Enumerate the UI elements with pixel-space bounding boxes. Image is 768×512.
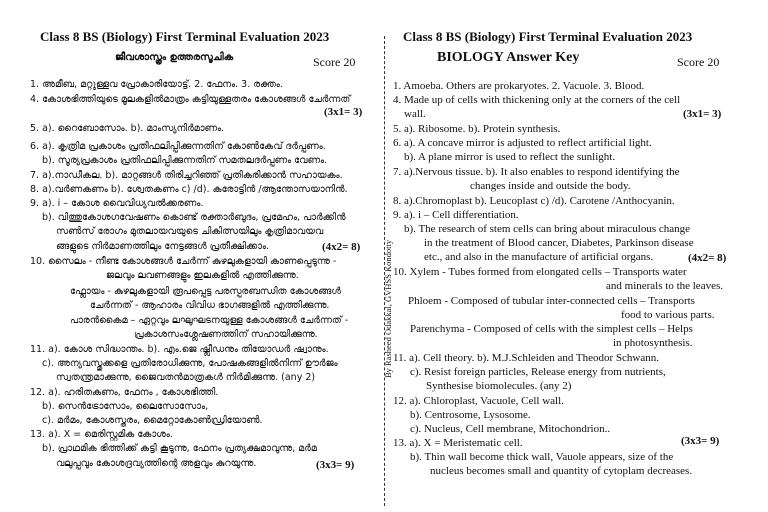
right-subtitle: BIOLOGY Answer Key	[437, 50, 580, 65]
left-answer-9b-1: b). വിത്തുകോശഗവേഷണം കൊണ്ട് രക്താർബുദം, പ്രമേഹം, പാർക്കിൻ	[42, 212, 346, 223]
left-mark-q1-4: (3x1= 3)	[324, 106, 363, 118]
left-answer-11c-1: c). അന്യവസ്തുക്കളെ പ്രതിരോധിക്കുന്നു, പോഷകങ്ങളിൽനിന്ന് ഊർജം	[42, 358, 338, 369]
left-answer-13b-1: b). പ്രാഥമിക ഭിത്തിക്ക് കട്ടി കൂടുന്നു, ഫേനം പ്രത്യക്ഷമാവുന്നു, മർമ	[42, 443, 317, 454]
right-answer-11c-2: Synthesise biomolecules. (any 2)	[426, 380, 572, 392]
left-title: Class 8 BS (Biology) First Terminal Evaluation 2023	[40, 29, 330, 44]
right-answer-13b-1: b). Thin wall become thick wall, Vauole appears, size of the	[410, 451, 674, 463]
right-answer-10-phloem-1: Phloem - Composed of tubular inter-connected cells – Transports	[408, 295, 695, 307]
right-answer-8: 8. a).Chromoplast b). Leucoplast c) /d). Carotene /Anthocyanin.	[393, 195, 675, 207]
right-answer-1-3: 1. Amoeba. Others are prokaryotes. 2. Vacuole. 3. Blood.	[393, 80, 645, 92]
left-answer-10-phloem-2: ചേർന്നത് - ആഹാരം വിവിധ ഭാഗങ്ങളിൽ എത്തിക്കുന്നു.	[90, 300, 330, 311]
right-answer-10-phloem-2: food to various parts.	[621, 309, 715, 321]
right-mark-q1-4: (3x1= 3)	[683, 108, 722, 120]
left-answer-10-xylem-1: 10. സൈലം - നീണ്ട കോശങ്ങൾ ചേർന്ന് കുഴലുകളായി കാണപ്പെടുന്നു -	[30, 256, 337, 267]
left-answer-9a: 9. a). i – കോശ വൈവിധ്യവൽക്കരണം.	[30, 198, 204, 209]
left-answer-4: 4. കോശഭിത്തിയുടെ മൂലകളിൽമാത്രം കട്ടിയുള്ളതരം കോശങ്ങൾ ചേർന്നത്	[30, 94, 351, 105]
left-answer-7: 7. a).നാഡീകല. b). മാറ്റങ്ങൾ തിരിച്ചറിഞ്ഞ് പ്രതികരിക്കാൻ സഹായകം.	[30, 170, 343, 181]
right-score: Score 20	[677, 55, 720, 69]
left-answer-9b-2: സൺസ് രോഗം മുതലായവയുടെ ചികിത്സയിലും കൃത്രിമാവയവ	[56, 226, 324, 237]
left-answer-6b: b). സൂര്യപ്രകാശം പ്രതിഫലിപ്പിക്കുന്നതിന് സമതലദർപ്പണം വേണം.	[42, 155, 328, 166]
left-answer-10-xylem-2: ജലവും ലവണങ്ങളും ഇലകളിൽ എത്തിക്കുന്നു.	[106, 270, 299, 281]
right-answer-12a: 12. a). Chloroplast, Vacuole, Cell wall.	[393, 395, 564, 407]
right-answer-5: 5. a). Ribosome. b). Protein synthesis.	[393, 123, 561, 135]
left-answer-8: 8. a).വർണകണം b). ശ്വേതകണം c) /d). കരോട്ടിൻ /ആന്തോസയാനിൻ.	[30, 184, 348, 195]
left-answer-12a: 12. a). ഹരിതകണം, ഫേനം , കോശഭിത്തി.	[30, 387, 219, 398]
right-answer-11c-1: c). Resist foreign particles, Release energy from nutrients,	[410, 366, 666, 378]
left-answer-11c-2: സ്വതന്ത്രമാക്കുന്നു, ജൈവതൻമാത്രകൾ നിർമിക്കുന്നു. (any 2)	[56, 372, 316, 383]
right-answer-9b-3: etc., and also in the manufacture of artificial organs.	[424, 251, 654, 263]
right-answer-4: 4. Made up of cells with thickening only at the corners of the cell	[393, 94, 681, 106]
left-answer-10-phloem-1: ഫ്ലോയം - കുഴലുകളായി രൂപപ്പെട്ട പരസ്പരബന്ധിത കോശങ്ങൾ	[70, 286, 341, 297]
left-subtitle: ജീവശാസ്ത്രം ഉത്തരസൂചിക	[115, 52, 234, 63]
right-answer-10-xylem-2: and minerals to the leaves.	[606, 280, 723, 292]
left-answer-9b-3: ങ്ങളുടെ നിർമാണത്തിലും നേട്ടങ്ങൾ പ്രതീക്ഷിക്കാം.	[56, 241, 270, 252]
left-answer-12c: c). മർമം, കോശസ്തരം, മൈറ്റോകോൺഡ്രിയോൺ.	[42, 415, 263, 426]
left-answer-1-3: 1. അമീബ, മറ്റുള്ളവ പ്രോകാരിയോട്ട്. 2. ഫേനം. 3. രക്തം.	[30, 79, 283, 90]
left-mark-q10-13: (3x3= 9)	[316, 459, 355, 471]
right-mark-q10-13: (3x3= 9)	[681, 435, 720, 447]
right-title: Class 8 BS (Biology) First Terminal Evaluation 2023	[403, 29, 693, 44]
right-answer-12c: c). Nucleus, Cell membrane, Mitochondrion..	[410, 423, 611, 435]
right-answer-7: 7. a).Nervous tissue. b). It also enables to respond identifying the	[393, 166, 680, 178]
left-mark-q5-9: (4x2= 8)	[322, 241, 361, 253]
right-answer-4-cont: wall.	[404, 108, 426, 120]
right-mark-q5-9: (4x2= 8)	[688, 252, 727, 264]
left-answer-5: 5. a). റൈബോസോം. b). മാംസ്യനിർമാണം.	[30, 123, 225, 134]
left-answer-10-parenchyma-1: പാരൻകൈമ – ഏറ്റവും ലഘുഘടനയുള്ള കോശങ്ങൾ ചേർന്നത് -	[70, 315, 349, 326]
right-answer-10-xylem-1: 10. Xylem - Tubes formed from elongated cells – Transports water	[393, 266, 687, 278]
right-answer-12b: b). Centrosome, Lysosome.	[410, 409, 531, 421]
left-answer-12b: b). സെൻട്രോസോം, ലൈസോസോം,	[42, 401, 209, 412]
right-answer-9b-2: in the treatment of Blood cancer, Diabetes, Parkinson disease	[424, 237, 694, 249]
right-answer-11ab: 11. a). Cell theory. b). M.J.Schleiden and Theodor Schwann.	[393, 352, 659, 364]
left-answer-11ab: 11. a). കോശ സിദ്ധാന്തം. b). എം.ജെ ഷ്ലീഡനും തിയോഡർ ഷ്വാനും.	[30, 344, 329, 355]
right-answer-13a: 13. a). X = Meristematic cell.	[393, 437, 523, 449]
left-answer-13b-2: വലുപ്പവും കോശദ്രവ്യത്തിന്റെ അളവും കുറയുന്നു.	[56, 458, 257, 469]
left-score: Score 20	[313, 55, 356, 69]
right-answer-9a: 9. a). i – Cell differentiation.	[393, 209, 519, 221]
right-answer-10-parenchyma-1: Parenchyma - Composed of cells with the simplest cells – Helps	[410, 323, 693, 335]
left-answer-10-parenchyma-2: പ്രകാശസംശ്ലേഷണത്തിന് സഹായിക്കുന്നു.	[134, 329, 318, 340]
right-answer-7-cont: changes inside and outside the body.	[470, 180, 631, 192]
right-answer-13b-2: nucleus becomes small and quantity of cytoplam decreases.	[430, 465, 693, 477]
right-answer-6a: 6. a). A concave mirror is adjusted to reflect artificial light.	[393, 137, 652, 149]
author-credit: By Rasheed Odakkal, GVHSS Kondotty	[383, 239, 393, 378]
right-answer-10-parenchyma-2: in photosynthesis.	[613, 337, 693, 349]
right-answer-9b-1: b). The research of stem cells can bring about miraculous change	[404, 223, 690, 235]
left-answer-6a: 6. a). കൃത്രിമ പ്രകാശം പ്രതിഫലിപ്പിക്കുന്നതിന് കോൺകേവ് ദർപ്പണം.	[30, 141, 326, 152]
right-answer-6b: b). A plane mirror is used to reflect the sunlight.	[404, 151, 616, 163]
left-answer-13a: 13. a). X = മെരിസ്റ്റമിക കോശം.	[30, 429, 173, 440]
